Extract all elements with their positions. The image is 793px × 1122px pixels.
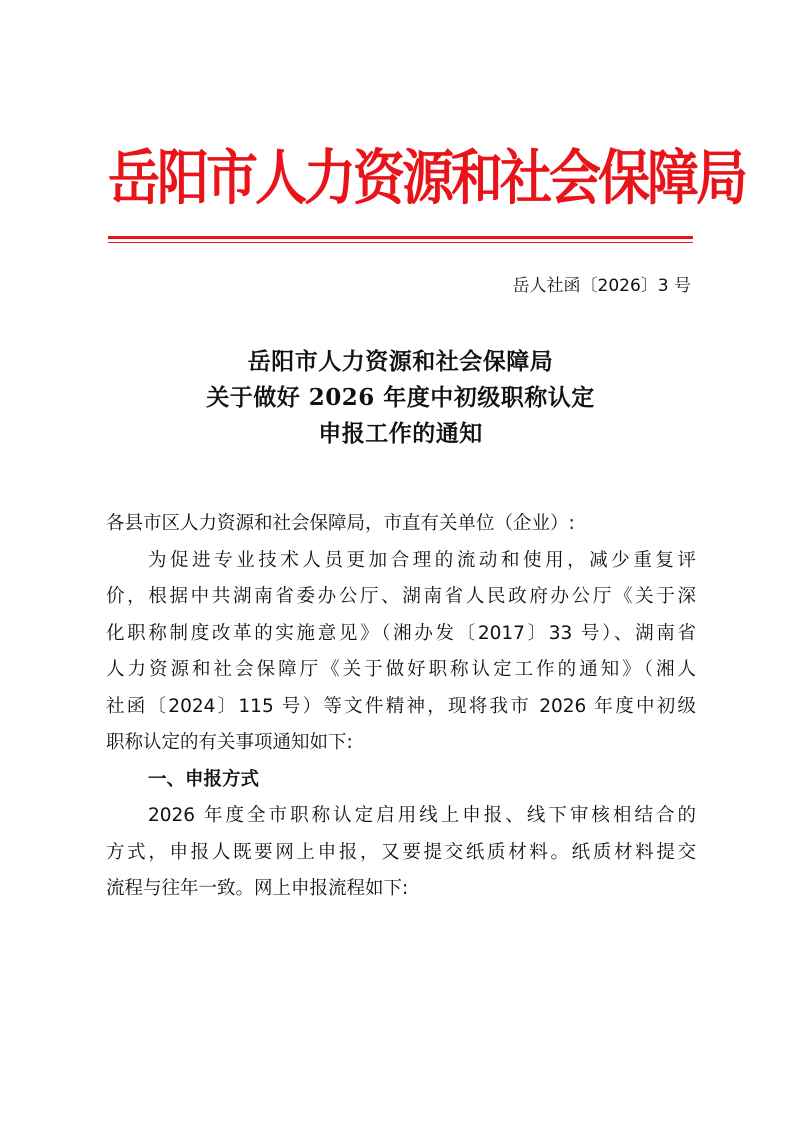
document-number: 岳人社函〔2026〕3 号 <box>512 276 691 296</box>
paragraph-1-line-2: 价，根据中共湖南省委办公厅、湖南省人民政府办公厅《关于深 <box>106 586 696 607</box>
masthead-title: 岳阳市人力资源和社会保障局 <box>108 143 746 214</box>
paragraph-1-line-5: 社函〔2024〕115 号）等文件精神，现将我市 2026 年度中初级 <box>106 695 696 717</box>
paragraph-1-line-4: 人力资源和社会保障厅《关于做好职称认定工作的通知》（湘人 <box>106 659 696 680</box>
document-body <box>106 506 696 908</box>
section-1-heading: 一、申报方式 <box>148 768 260 790</box>
paragraph-1-line-3: 化职称制度改革的实施意见》（湘办发〔2017〕33 号）、湖南省 <box>106 622 696 644</box>
paragraph-1-line-1: 为促进专业技术人员更加合理的流动和使用，减少重复评 <box>148 549 696 571</box>
paragraph-2-line-2: 方式，申报人既要网上申报，又要提交纸质材料。纸质材料提交 <box>106 841 696 863</box>
document-title <box>108 344 693 452</box>
masthead-divider-thin <box>108 242 693 243</box>
title-line-2: 关于做好 2026 年度中初级职称认定 <box>206 384 595 411</box>
masthead-divider-thick <box>108 236 693 239</box>
paragraph-2-line-1: 2026 年度全市职称认定启用线上申报、线下审核相结合的 <box>148 805 696 826</box>
title-line-3: 申报工作的通知 <box>318 420 483 447</box>
salutation: 各县市区人力资源和社会保障局，市直有关单位（企业）: <box>106 513 575 534</box>
paragraph-1-line-6: 职称认定的有关事项通知如下: <box>106 732 353 753</box>
title-line-1: 岳阳市人力资源和社会保障局 <box>247 348 554 375</box>
paragraph-2-line-3: 流程与往年一致。网上申报流程如下: <box>106 878 409 899</box>
